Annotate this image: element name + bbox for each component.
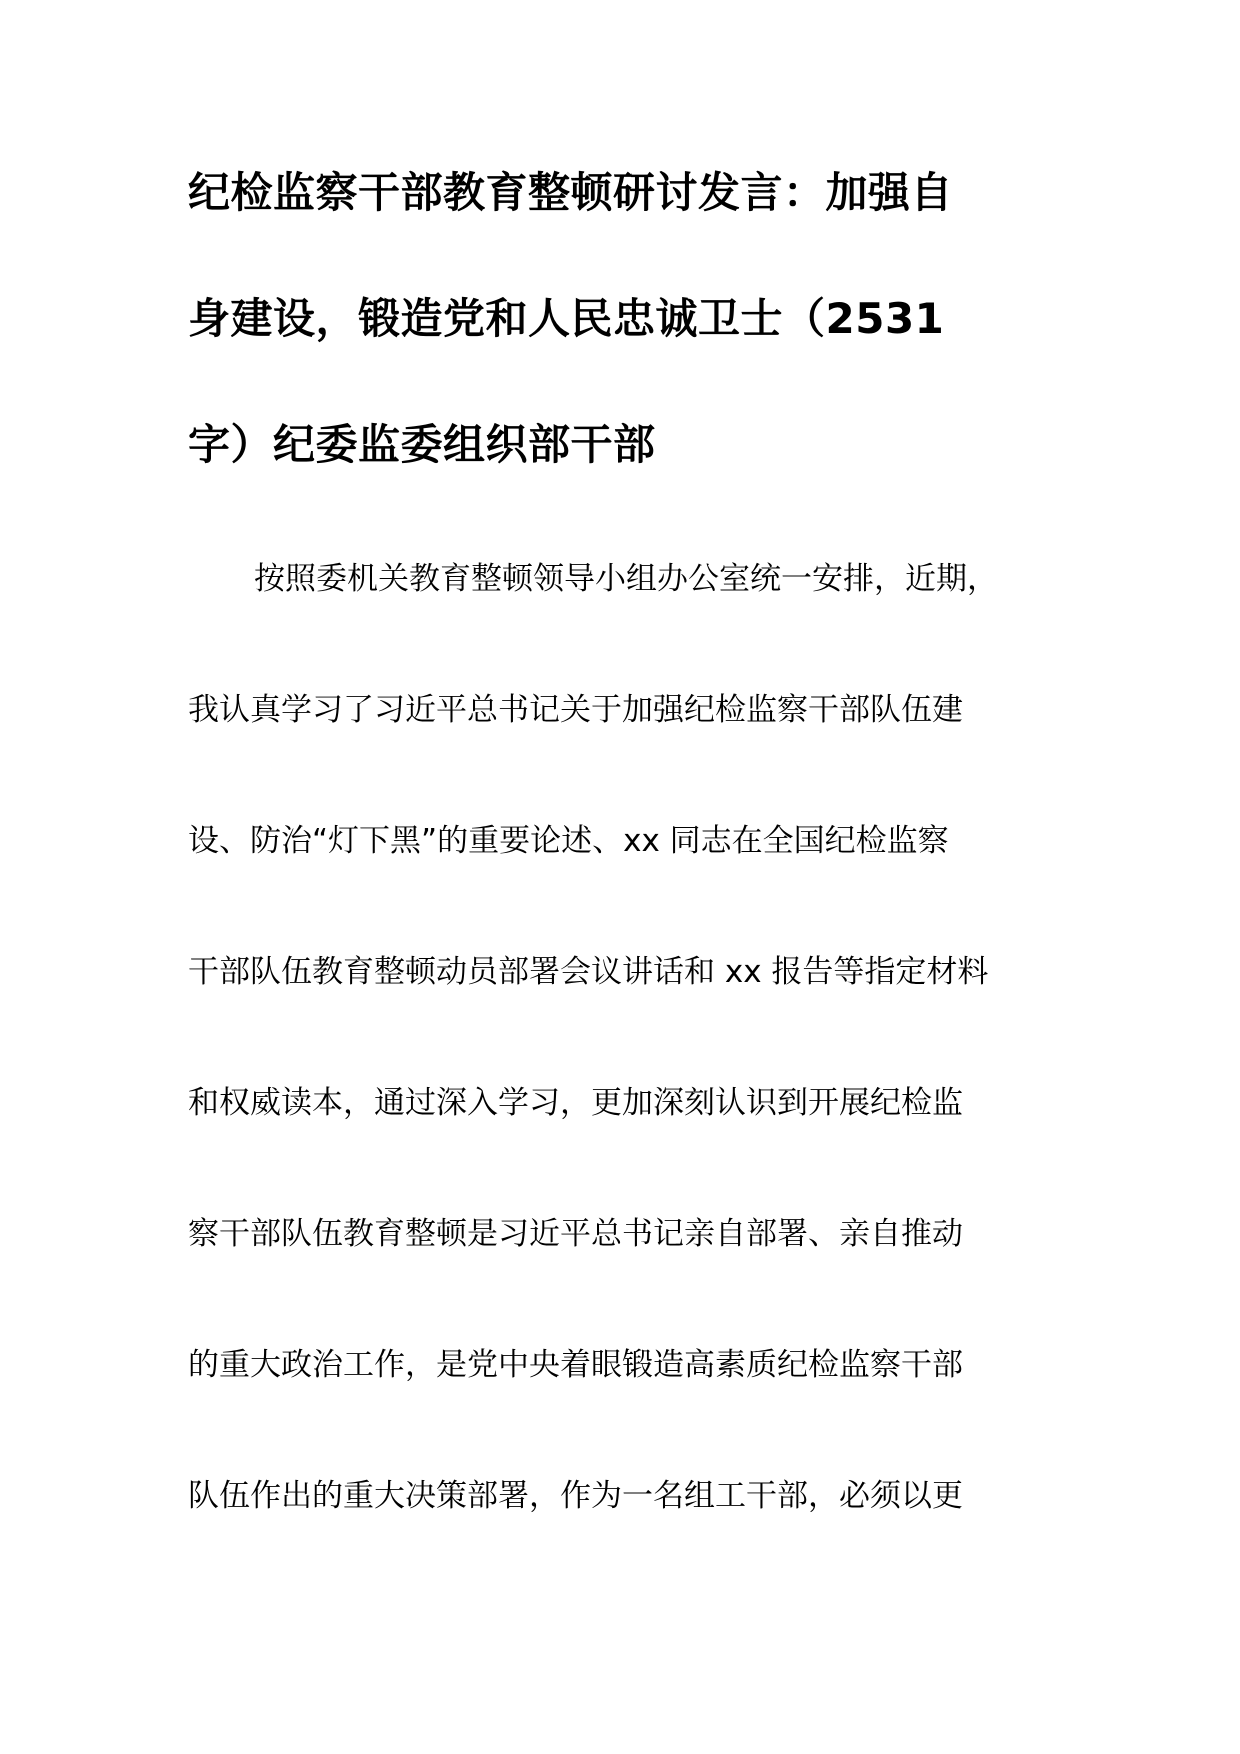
body-line-6: 察干部队伍教育整顿是习近平总书记亲自部署、亲自推动 [188,1216,963,1252]
body-line-2: 我认真学习了习近平总书记关于加强纪检监察干部队伍建 [188,692,963,728]
document-title [188,168,1068,550]
body-line-7: 的重大政治工作，是党中央着眼锻造高素质纪检监察干部 [188,1347,963,1383]
title-line-2: 身建设，锻造党和人民忠诚卫士（2531 [188,294,945,343]
body-line-1: 按照委机关教育整顿领导小组办公室统一安排，近期， [254,561,998,597]
document-body [188,562,1068,1610]
body-line-5: 和权威读本，通过深入学习，更加深刻认识到开展纪检监 [188,1085,963,1121]
title-line-1: 纪检监察干部教育整顿研讨发言：加强自 [188,168,954,217]
title-line-3: 字）纪委监委组织部干部 [188,420,656,469]
body-line-3: 设、防治“灯下黑”的重要论述、xx 同志在全国纪检监察 [188,823,949,859]
body-line-8: 队伍作出的重大决策部署，作为一名组工干部，必须以更 [188,1478,963,1514]
body-line-4: 干部队伍教育整顿动员部署会议讲话和 xx 报告等指定材料 [188,954,989,990]
